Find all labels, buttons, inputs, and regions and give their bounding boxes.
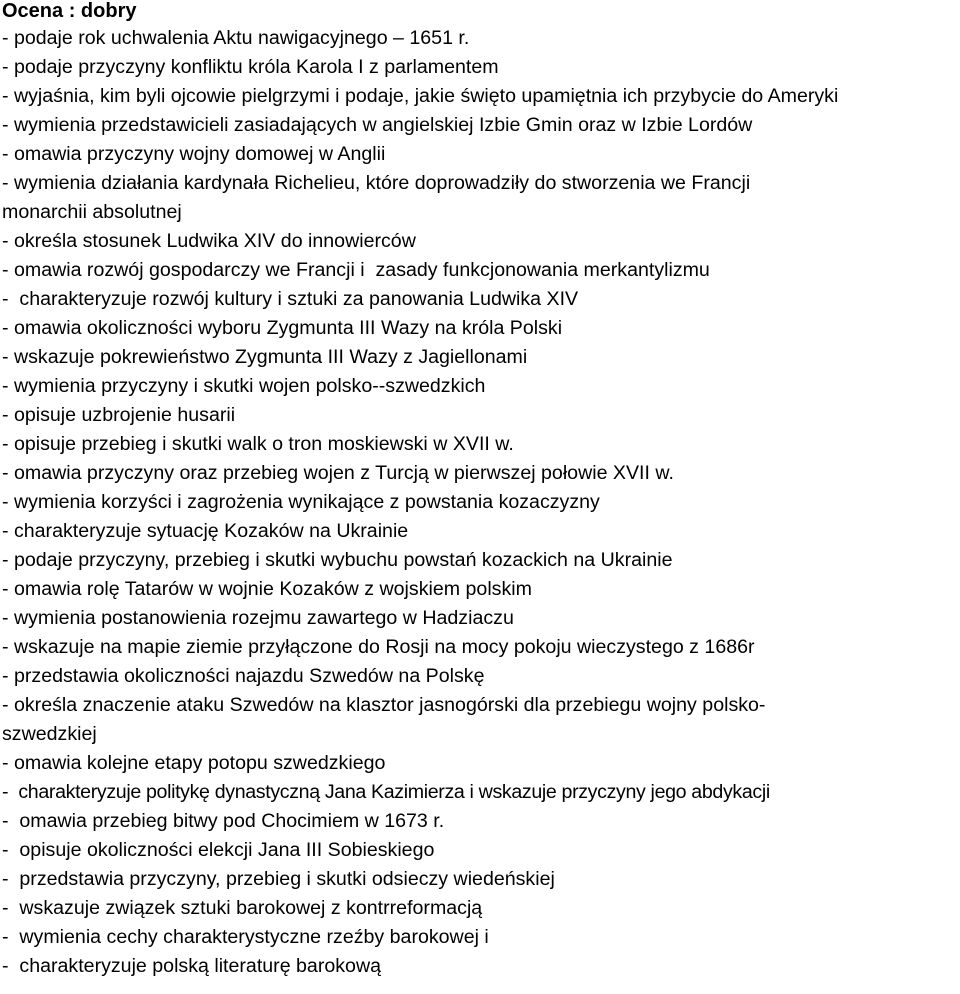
requirement-item: - podaje przyczyny konfliktu króla Karola I z parlamentem <box>2 56 499 78</box>
requirement-item: - charakteryzuje polską literaturę barokową <box>2 955 381 977</box>
requirement-item: - wymienia przyczyny i skutki wojen polsko--szwedzkich <box>2 375 486 397</box>
grade-heading: Ocena : dobry <box>2 0 137 22</box>
requirement-item: - wymienia przedstawicieli zasiadających w angielskiej Izbie Gmin oraz w Izbie Lordów <box>2 114 753 136</box>
requirement-item: - wyjaśnia, kim byli ojcowie pielgrzymi i podaje, jakie święto upamiętnia ich przybycie do Ameryki <box>2 85 839 107</box>
requirement-item: - określa znaczenie ataku Szwedów na klasztor jasnogórski dla przebiegu wojny polsko- <box>2 694 766 716</box>
requirement-item: - wskazuje pokrewieństwo Zygmunta III Wazy z Jagiellonami <box>2 346 528 368</box>
requirement-item: - wymienia działania kardynała Richelieu, które doprowadziły do stworzenia we Francji <box>2 172 751 194</box>
requirement-item: - omawia przyczyny oraz przebieg wojen z Turcją w pierwszej połowie XVII w. <box>2 462 674 484</box>
requirement-item: - charakteryzuje politykę dynastyczną Jana Kazimierza i wskazuje przyczyny jego abdykacji <box>2 781 770 803</box>
requirement-item: - podaje przyczyny, przebieg i skutki wybuchu powstań kozackich na Ukrainie <box>2 549 673 571</box>
requirement-item: - omawia kolejne etapy potopu szwedzkiego <box>2 752 386 774</box>
requirement-item: - omawia przyczyny wojny domowej w Anglii <box>2 143 386 165</box>
requirement-item: - omawia rolę Tatarów w wojnie Kozaków z wojskiem polskim <box>2 578 532 600</box>
requirement-item: - opisuje okoliczności elekcji Jana III Sobieskiego <box>2 839 435 861</box>
requirement-item: szwedzkiej <box>2 723 97 745</box>
requirement-item: - przedstawia przyczyny, przebieg i skutki odsieczy wiedeńskiej <box>2 868 555 890</box>
requirement-item: - opisuje przebieg i skutki walk o tron moskiewski w XVII w. <box>2 433 514 455</box>
requirements-list <box>2 24 958 981</box>
requirement-item: - omawia przebieg bitwy pod Chocimiem w 1673 r. <box>2 810 445 832</box>
requirement-item: - przedstawia okoliczności najazdu Szwedów na Polskę <box>2 665 485 687</box>
requirement-item: monarchii absolutnej <box>2 201 182 223</box>
requirement-item: - omawia rozwój gospodarczy we Francji i zasady funkcjonowania merkantylizmu <box>2 259 710 281</box>
requirement-item: - charakteryzuje sytuację Kozaków na Ukrainie <box>2 520 409 542</box>
requirement-item: - podaje rok uchwalenia Aktu nawigacyjnego – 1651 r. <box>2 27 470 49</box>
requirement-item: - wskazuje na mapie ziemie przyłączone do Rosji na mocy pokoju wieczystego z 1686r <box>2 636 755 658</box>
requirement-item: - wymienia postanowienia rozejmu zawartego w Hadziaczu <box>2 607 514 629</box>
requirement-item: - charakteryzuje rozwój kultury i sztuki za panowania Ludwika XIV <box>2 288 579 310</box>
requirement-item: - wskazuje związek sztuki barokowej z kontrreformacją <box>2 897 483 919</box>
requirement-item: - opisuje uzbrojenie husarii <box>2 404 236 426</box>
requirement-item: - omawia okoliczności wyboru Zygmunta III Wazy na króla Polski <box>2 317 563 339</box>
requirement-item: - wymienia cechy charakterystyczne rzeźby barokowej i <box>2 926 489 948</box>
requirement-item: - określa stosunek Ludwika XIV do innowierców <box>2 230 416 252</box>
document-page <box>2 0 958 981</box>
requirement-item: - wymienia korzyści i zagrożenia wynikające z powstania kozaczyzny <box>2 491 600 513</box>
